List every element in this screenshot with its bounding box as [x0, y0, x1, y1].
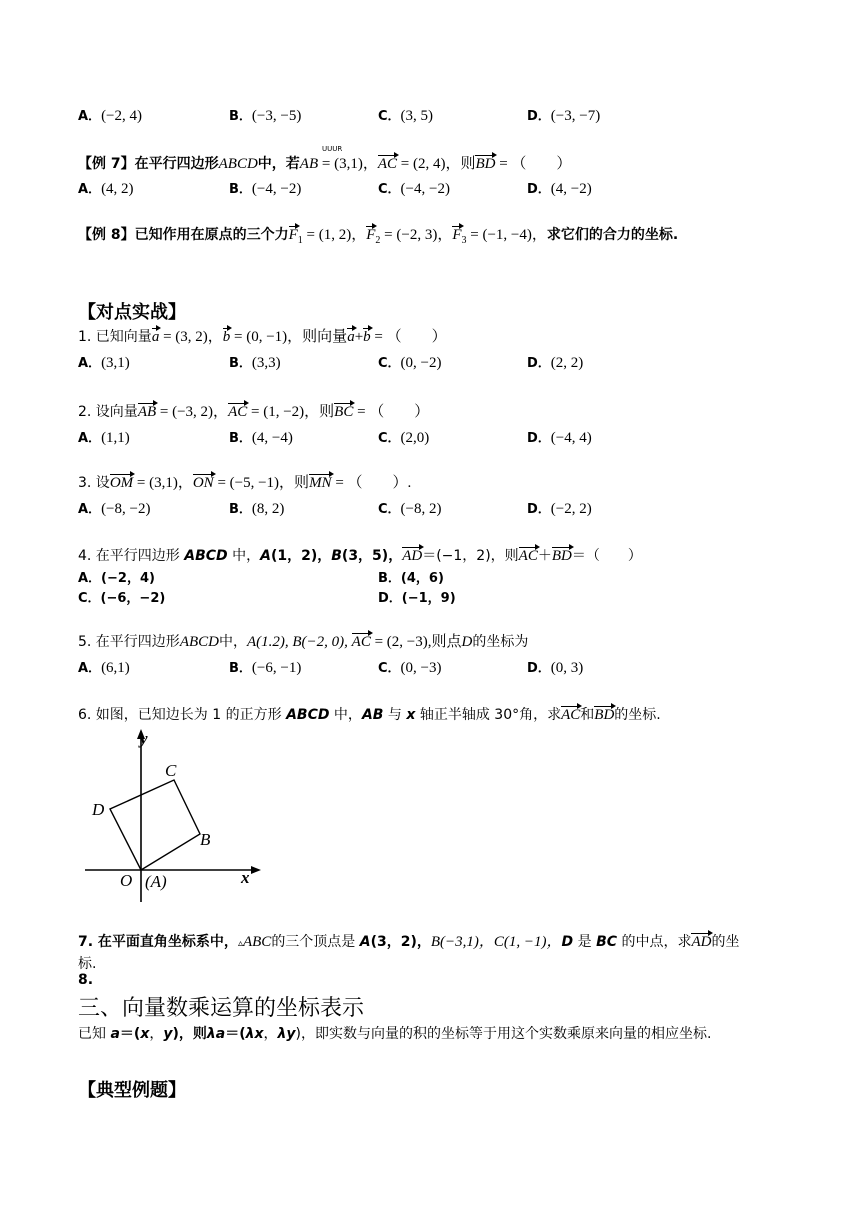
- option-d: D．(−3, −7): [527, 108, 601, 124]
- q1-option-d: D．(2, 2): [527, 355, 584, 371]
- question-4: 4. 在平行四边形 ABCD 中，A(1，2)，B(3，5)，AD＝(−1，2)，则AC＋BD＝（ ）: [78, 548, 642, 564]
- ex7-option-b: B．(−4, −2): [229, 181, 302, 197]
- q1-option-c: C．(0, −2): [378, 355, 442, 371]
- q2-option-c: C．(2,0): [378, 430, 430, 446]
- ex7-option-a: A．(4, 2): [78, 181, 134, 197]
- q3-option-b: B．(8, 2): [229, 501, 285, 517]
- example-8-question: 【例 8】已知作用在原点的三个力$F_1 = (1$, 2)，$F_2 = (-2$, 3)，$F_3 = (-1$, −4)，求它们的合力的坐标.: [78, 227, 679, 246]
- section-3-heading: 三、向量数乘运算的坐标表示: [78, 996, 365, 1021]
- square-abcd: [110, 780, 200, 870]
- fig-label-o: O: [120, 871, 133, 890]
- question-3: 3. 设OM = (3,1)，ON = (−5, −1)，则MN = （ ）.: [78, 475, 412, 491]
- fig-label-d: D: [92, 800, 105, 819]
- q4-option-b: B．(4，6): [378, 571, 444, 586]
- question-2: 2. 设向量AB = (−3, 2)，AC = (1, −2)，则BC = （ ）: [78, 404, 430, 420]
- q4-option-d: D．(−1，9): [378, 591, 456, 606]
- question-1: 1. 已知向量a = (3, 2)，b = (0, −1)，则向量a+b = （ ）: [78, 329, 447, 345]
- x-axis-arrow: [251, 866, 261, 874]
- q3-option-d: D．(−2, 2): [527, 501, 592, 517]
- q4-option-a: A．(−2，4): [78, 571, 155, 586]
- fig-label-a: (A): [145, 872, 167, 891]
- square-coordinate-figure: [85, 726, 265, 906]
- ex7-option-d: D．(4, −2): [527, 181, 592, 197]
- ulue-artifact: UUUR: [322, 145, 343, 153]
- ex7-option-c: C．(−4, −2): [378, 181, 450, 197]
- section-3-body: 已知 a＝(x，y)，则λa＝(λx，λy)，即实数与向量的积的坐标等于用这个实数乘原来向量的相应坐标.: [78, 1026, 712, 1042]
- q2-option-b: B．(4, −4): [229, 430, 293, 446]
- question-7-continuation: 标.: [78, 956, 97, 972]
- fig-label-y: y: [140, 729, 148, 748]
- q1-option-a: A．(3,1): [78, 355, 130, 371]
- q1-option-b: B．(3,3): [229, 355, 281, 371]
- question-7: 7. 在平面直角坐标系中，▵ABC的三个顶点是 A(3，2)，B(−3,1)，C(1, −1)，D 是 BC 的中点，求AD的坐: [78, 934, 740, 950]
- q3-option-a: A．(−8, −2): [78, 501, 151, 517]
- q2-option-a: A．(1,1): [78, 430, 130, 446]
- option-a: A．(−2, 4): [78, 108, 143, 124]
- fig-label-x: x: [241, 868, 250, 887]
- q5-option-b: B．(−6, −1): [229, 660, 302, 676]
- example-7-question: 【例 7】在平行四边形ABCD中，若AB = (3,1)，AC = (2, 4)，则BD = （ ）: [78, 156, 572, 172]
- q4-option-c: C．(−6，−2): [78, 591, 166, 606]
- section-examples-heading: 【典型例题】: [78, 1080, 186, 1101]
- question-5: 5. 在平行四边形ABCD中，A(1.2), B(−2, 0), AC = (2, −3),则点D的坐标为: [78, 634, 529, 650]
- q5-option-d: D．(0, 3): [527, 660, 584, 676]
- section-practice-heading: 【对点实战】: [78, 302, 186, 323]
- q2-option-d: D．(−4, 4): [527, 430, 592, 446]
- option-c: C．(3, 5): [378, 108, 434, 124]
- question-6: 6. 如图，已知边长为 1 的正方形 ABCD 中，AB 与 x 轴正半轴成 30°角，求AC和BD的坐标.: [78, 707, 661, 723]
- q3-option-c: C．(−8, 2): [378, 501, 442, 517]
- q5-option-c: C．(0, −3): [378, 660, 442, 676]
- question-8: 8.: [78, 972, 94, 988]
- option-b: B．(−3, −5): [229, 108, 302, 124]
- q5-option-a: A．(6,1): [78, 660, 130, 676]
- fig-label-c: C: [165, 761, 177, 780]
- fig-label-b: B: [200, 830, 211, 849]
